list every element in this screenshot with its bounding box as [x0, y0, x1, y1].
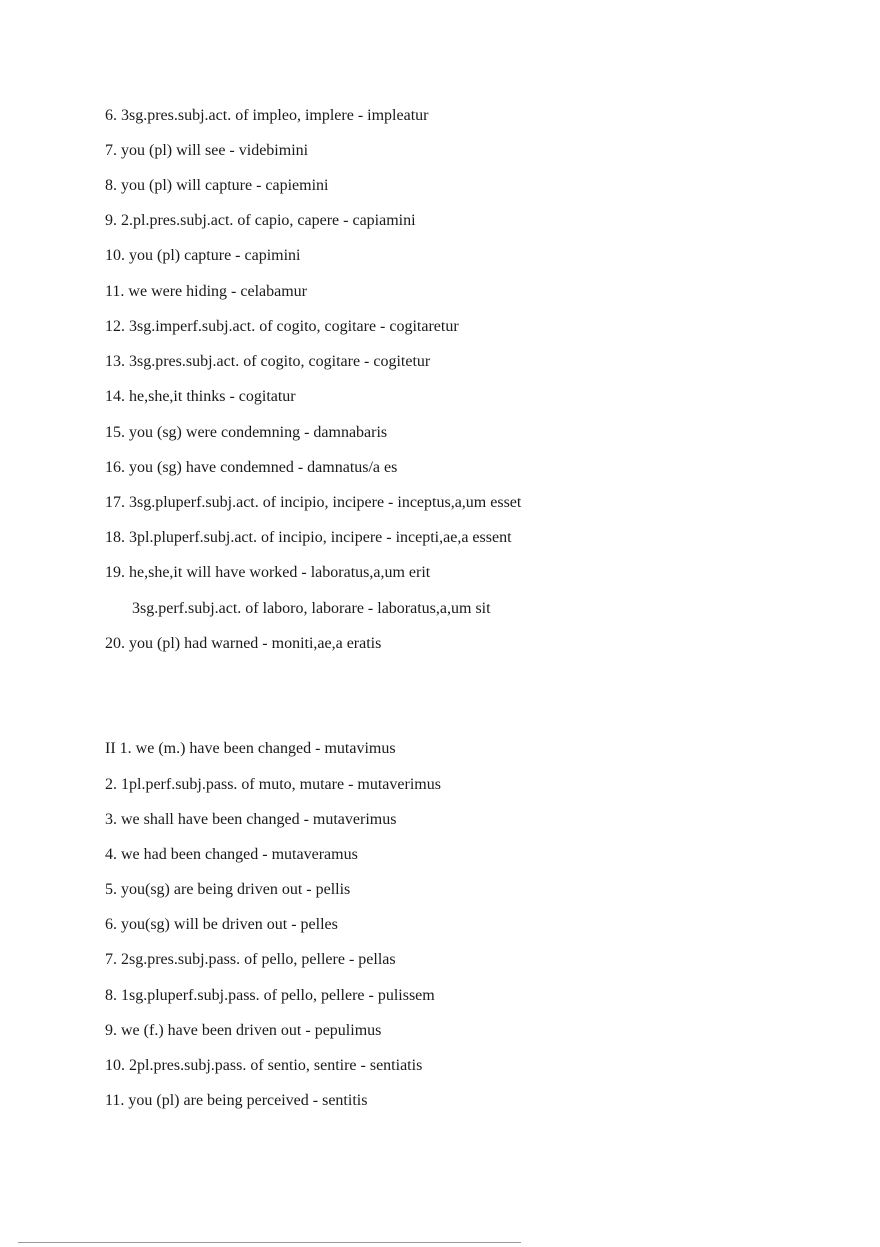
answer-line-continuation: 3sg.perf.subj.act. of laboro, laborare - laboratus,a,um sit	[132, 600, 491, 617]
answer-line: 5. you(sg) are being driven out - pellis	[105, 881, 351, 898]
answer-line: 6. 3sg.pres.subj.act. of impleo, implere - impleatur	[105, 107, 429, 124]
answer-line: 14. he,she,it thinks - cogitatur	[105, 388, 296, 405]
answer-line: 3. we shall have been changed - mutaverimus	[105, 811, 397, 828]
answer-line: 9. 2.pl.pres.subj.act. of capio, capere - capiamini	[105, 212, 416, 229]
section-2-first-line: II 1. we (m.) have been changed - mutavimus	[105, 740, 396, 757]
answer-line: 19. he,she,it will have worked - laboratus,a,um erit	[105, 564, 431, 581]
answer-line: 4. we had been changed - mutaveramus	[105, 846, 358, 863]
answer-line: 10. you (pl) capture - capimini	[105, 247, 301, 264]
answer-line: 2. 1pl.perf.subj.pass. of muto, mutare - mutaverimus	[105, 776, 441, 793]
answer-line: 10. 2pl.pres.subj.pass. of sentio, sentire - sentiatis	[105, 1057, 423, 1074]
answer-line: 18. 3pl.pluperf.subj.act. of incipio, incipere - incepti,ae,a essent	[105, 529, 512, 546]
answer-line: 6. you(sg) will be driven out - pelles	[105, 916, 338, 933]
answer-line: 7. you (pl) will see - videbimini	[105, 142, 309, 159]
answer-line: 17. 3sg.pluperf.subj.act. of incipio, incipere - inceptus,a,um esset	[105, 494, 522, 511]
answer-line: 13. 3sg.pres.subj.act. of cogito, cogitare - cogitetur	[105, 353, 431, 370]
answer-line: 15. you (sg) were condemning - damnabaris	[105, 424, 388, 441]
answer-line: 9. we (f.) have been driven out - pepulimus	[105, 1022, 382, 1039]
answer-line: 8. 1sg.pluperf.subj.pass. of pello, pellere - pulissem	[105, 987, 435, 1004]
footer-divider	[18, 1242, 521, 1243]
answer-line: 20. you (pl) had warned - moniti,ae,a eratis	[105, 635, 382, 652]
answer-line: 11. we were hiding - celabamur	[105, 283, 307, 300]
answer-line: 8. you (pl) will capture - capiemini	[105, 177, 329, 194]
answer-line: 16. you (sg) have condemned - damnatus/a es	[105, 459, 398, 476]
answer-line: 11. you (pl) are being perceived - sentitis	[105, 1092, 368, 1109]
answer-line: 7. 2sg.pres.subj.pass. of pello, pellere - pellas	[105, 951, 396, 968]
answer-line: 12. 3sg.imperf.subj.act. of cogito, cogitare - cogitaretur	[105, 318, 459, 335]
